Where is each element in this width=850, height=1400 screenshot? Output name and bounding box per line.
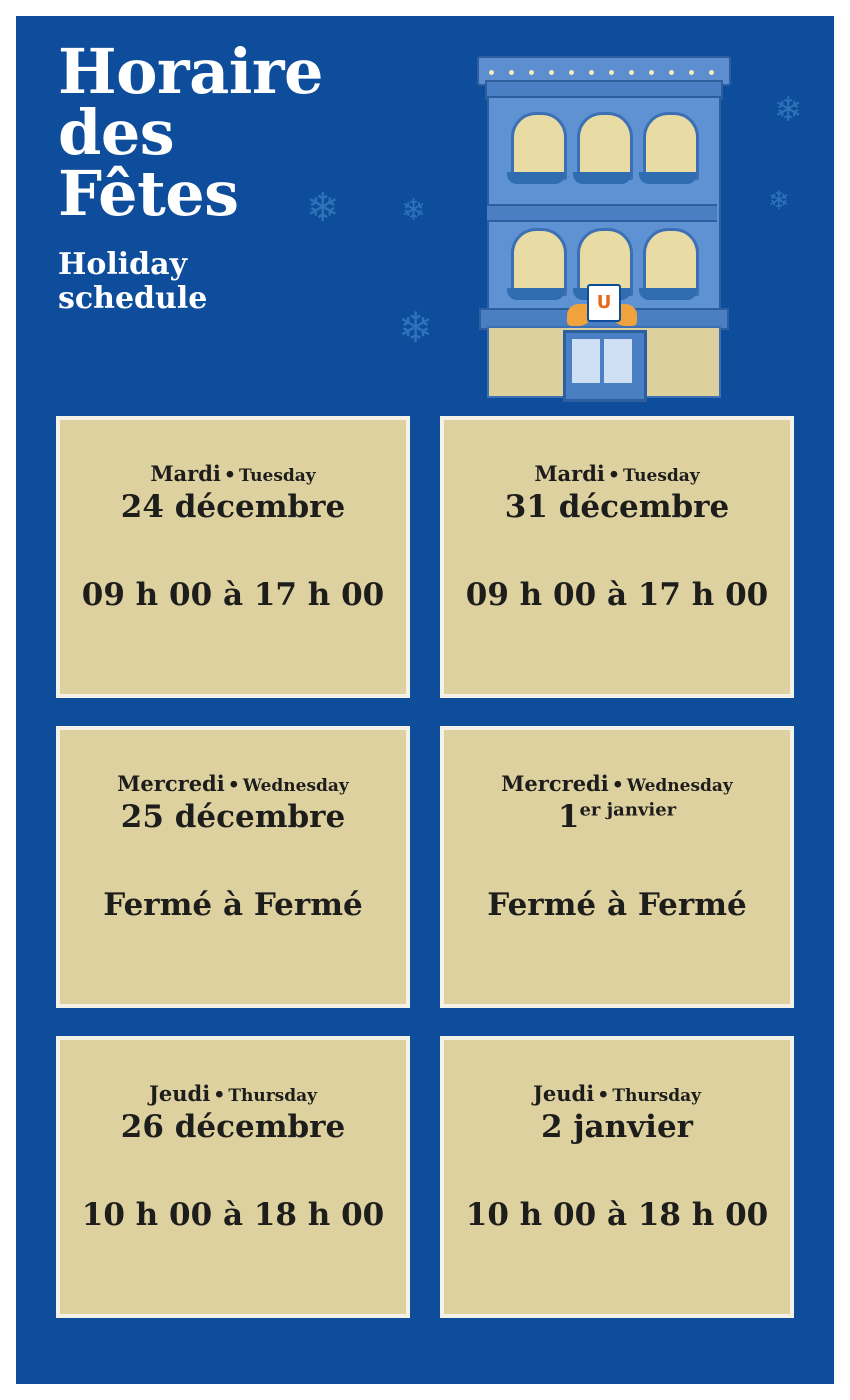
card-day-en: Thursday (228, 1086, 318, 1106)
title-line-3: Fêtes (58, 156, 239, 230)
card-hours: 09 h 00 à 17 h 00 (81, 576, 385, 613)
card-day-row (501, 772, 733, 796)
card-separator: • (223, 464, 237, 486)
title-line-2: des (58, 95, 175, 169)
door-pane (572, 339, 600, 383)
card-day-row (533, 1082, 701, 1106)
card-date-text: 2 janvier (540, 1108, 694, 1145)
schedule-row (56, 726, 794, 1008)
card-day-fr: Mardi (150, 461, 221, 486)
brand-logo (587, 284, 621, 322)
card-date-text: 25 décembre (120, 798, 346, 835)
storefront-illustration (471, 46, 733, 396)
door-pane (604, 339, 632, 383)
snowflake-icon: ❄ (768, 186, 790, 215)
card-separator: • (611, 774, 624, 796)
card-date (558, 800, 676, 834)
card-day-fr: Mercredi (117, 771, 225, 796)
card-day-row (149, 1082, 317, 1106)
logo-letter: U (596, 292, 612, 313)
title-block (58, 35, 438, 316)
store-door (563, 330, 647, 402)
string-lights-icon (485, 70, 719, 78)
card-day-fr: Mardi (534, 461, 605, 486)
schedule-card (56, 726, 410, 1008)
card-day-row (150, 462, 315, 486)
schedule-card (440, 416, 794, 698)
schedule-card (440, 1036, 794, 1318)
garland-icon (507, 172, 565, 184)
subtitle-line-1: Holiday (58, 247, 187, 283)
store-window (643, 228, 699, 296)
card-date-text: 24 décembre (120, 488, 346, 525)
holiday-schedule-poster (16, 16, 834, 1384)
snowflake-icon: ❄ (306, 185, 340, 230)
card-day-fr: Jeudi (532, 1081, 595, 1106)
schedule-card (56, 416, 410, 698)
card-date (121, 490, 345, 524)
garland-icon (639, 172, 697, 184)
card-date (121, 800, 345, 834)
snowflake-icon: ❄ (774, 92, 803, 129)
card-date (121, 1110, 345, 1144)
garland-icon (573, 172, 631, 184)
card-date-text: 31 décembre (504, 488, 730, 525)
schedule-row (56, 1036, 794, 1318)
card-day-en: Thursday (612, 1086, 702, 1106)
card-date (505, 490, 729, 524)
card-day-en: Tuesday (623, 466, 700, 486)
store-window (511, 228, 567, 296)
card-separator: • (607, 464, 621, 486)
garland-icon (507, 288, 565, 300)
schedule-card (440, 726, 794, 1008)
poster-subtitle (58, 248, 438, 315)
store-window (511, 112, 567, 180)
schedule-card (56, 1036, 410, 1318)
card-hours: 10 h 00 à 18 h 00 (81, 1196, 385, 1233)
title-line-1: Horaire (58, 35, 323, 108)
card-day-row (534, 462, 699, 486)
card-day-en: Wednesday (242, 776, 349, 796)
card-separator: • (227, 774, 240, 796)
card-date-sup: er janvier (579, 799, 677, 821)
card-date-text: 1 (557, 798, 580, 835)
card-day-fr: Mercredi (501, 771, 609, 796)
snowflake-icon: ❄ (398, 306, 434, 352)
card-day-fr: Jeudi (148, 1081, 211, 1106)
card-day-en: Tuesday (239, 466, 316, 486)
card-hours: Fermé à Fermé (103, 886, 363, 923)
store-window (643, 112, 699, 180)
subtitle-line-2: schedule (58, 280, 208, 316)
card-hours: Fermé à Fermé (487, 886, 747, 923)
card-hours: 09 h 00 à 17 h 00 (465, 576, 769, 613)
store-window (577, 112, 633, 180)
card-day-row (117, 772, 349, 796)
card-day-en: Wednesday (626, 776, 733, 796)
card-separator: • (597, 1084, 610, 1106)
store-floor-divider (487, 204, 717, 222)
card-date-text: 26 décembre (120, 1108, 346, 1145)
garland-icon (639, 288, 697, 300)
schedule-row (56, 416, 794, 698)
card-date (541, 1110, 693, 1144)
poster-title (58, 35, 438, 230)
card-hours: 10 h 00 à 18 h 00 (465, 1196, 769, 1233)
poster-header (16, 16, 834, 406)
card-separator: • (213, 1084, 226, 1106)
schedule-grid (56, 416, 794, 1346)
snowflake-icon: ❄ (401, 194, 427, 227)
